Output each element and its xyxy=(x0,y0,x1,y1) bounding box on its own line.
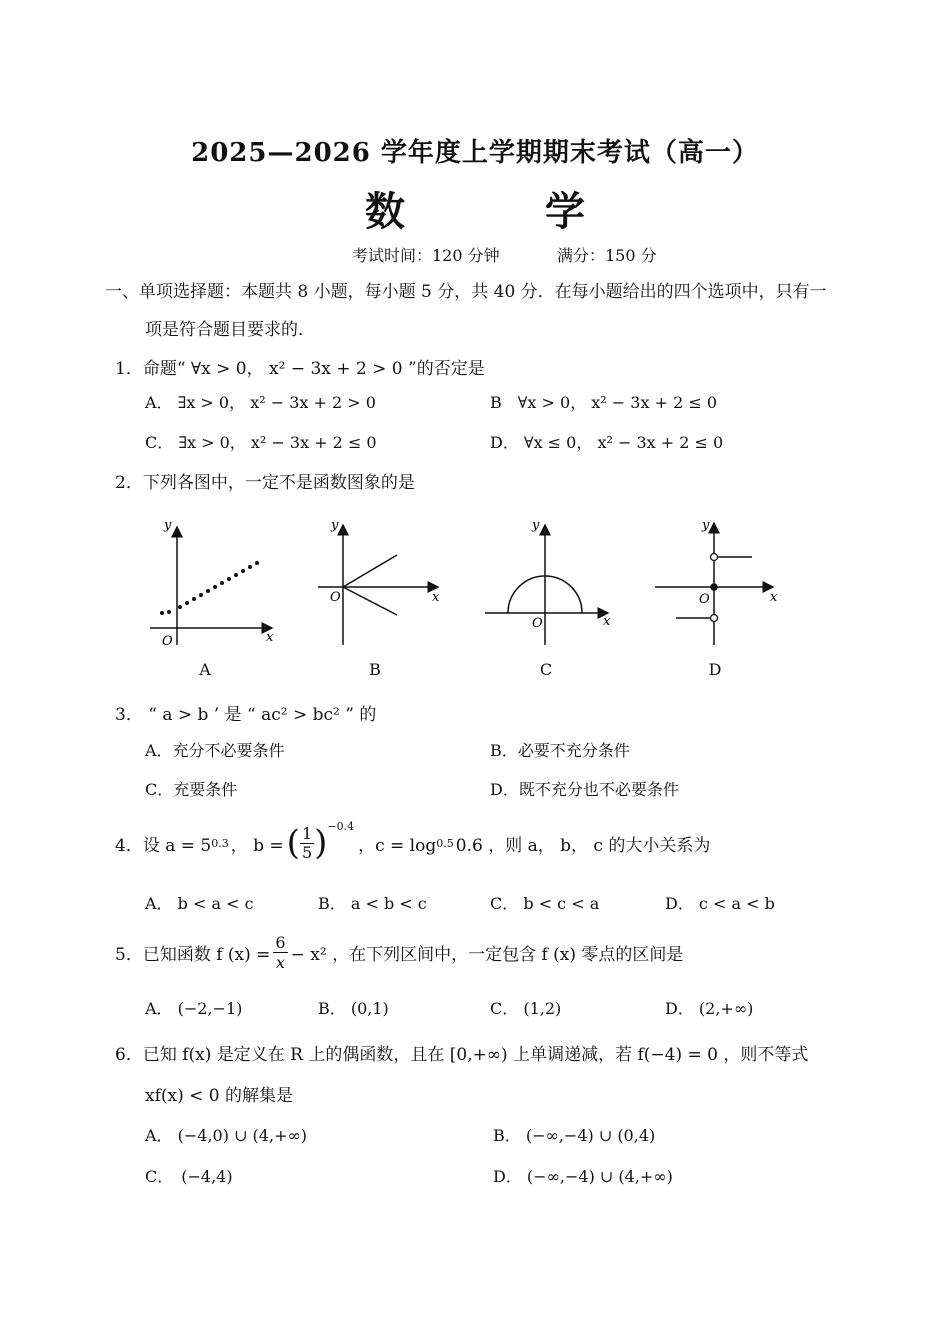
graph-a-dots xyxy=(160,561,259,615)
graph-label-a: A xyxy=(199,660,211,679)
question-1: 1．命题“ ∀x > 0， x² − 3x + 2 > 0 ”的否定是 xyxy=(115,359,485,379)
q3-option-d: D．既不充分也不必要条件 xyxy=(490,780,679,799)
section-heading: 一、单项选择题：本题共 8 小题，每小题 5 分，共 40 分．在每小题给出的四个选项中，只有一 xyxy=(105,282,827,302)
q1-option-b: B ∀x > 0， x² − 3x + 2 ≤ 0 xyxy=(490,393,718,412)
q5-fraction: $\frac{6}{x}$ xyxy=(275,932,286,972)
question-6-cont: xf(x) < 0 的解集是 xyxy=(145,1086,294,1106)
q4-fraction: 1 5 xyxy=(301,823,313,862)
graph-d-y-label: y xyxy=(702,518,710,533)
q5-option-a: A． (−2,−1) xyxy=(145,999,243,1018)
q4-option-c: C． b < c < a xyxy=(490,894,600,913)
graph-a-origin: O xyxy=(162,634,173,649)
q4-option-d: D． c < a < b xyxy=(665,894,775,913)
q3-option-c: C．充要条件 xyxy=(145,780,238,799)
question-2: 2．下列各图中，一定不是函数图象的是 xyxy=(115,473,415,493)
graph-b-origin: O xyxy=(330,590,341,605)
question-3: 3． “ a > b ’ 是 “ ac² > bc² ” 的 xyxy=(115,705,377,725)
exam-time: 考试时间：120 分钟 xyxy=(352,246,500,265)
q3-option-b: B．必要不充分条件 xyxy=(490,741,630,760)
question-5: 5．已知函数 f (x) = $\frac{6}{x}$ − x² ，在下列区间中，一定包含 f (x) 零点的区间是 xyxy=(115,932,684,972)
q1-option-d: D． ∀x ≤ 0， x² − 3x + 2 ≤ 0 xyxy=(490,433,724,452)
graph-a xyxy=(150,518,274,649)
graph-c xyxy=(485,518,611,645)
q5-option-c: C． (1,2) xyxy=(490,999,562,1018)
full-score: 满分：150 分 xyxy=(557,246,657,265)
graph-label-c: C xyxy=(539,660,553,679)
graph-c-origin: O xyxy=(532,616,543,631)
q3-option-a: A．充分不必要条件 xyxy=(145,741,285,760)
q1-option-a: A． ∃x > 0， x² − 3x + 2 > 0 xyxy=(145,393,376,412)
graph-label-b: B xyxy=(369,660,381,679)
graph-b-x-label: x xyxy=(432,590,440,605)
section-heading-cont: 项是符合题目要求的． xyxy=(145,320,315,340)
graph-c-x-label: x xyxy=(603,614,611,629)
q6-option-b: B． (−∞,−4) ∪ (0,4) xyxy=(493,1126,656,1145)
graph-c-y-label: y xyxy=(532,518,540,533)
q1-option-c: C． ∃x > 0， x² − 3x + 2 ≤ 0 xyxy=(145,433,377,452)
graph-d-origin: O xyxy=(699,592,710,607)
q5-option-b: B． (0,1) xyxy=(318,999,389,1018)
graph-d-x-label: x xyxy=(770,590,778,605)
question-4: 4．设 a = 5 0.3 ， b = ( 1 5 ) $^{-0.4}$ ，c = log 0.5 0.6 ，则 a， b， c 的大小关系为 xyxy=(115,820,711,863)
graph-a-y-label: y xyxy=(164,518,172,533)
q6-option-a: A． (−4,0) ∪ (4,+∞) xyxy=(145,1126,308,1145)
graph-a-x-label: x xyxy=(266,630,274,645)
graph-label-d: D xyxy=(708,660,722,679)
q4-option-a: A． b < a < c xyxy=(145,894,254,913)
q6-option-c: C． (−4,4) xyxy=(145,1167,233,1186)
q2-graphs xyxy=(140,515,800,655)
q6-option-d: D． (−∞,−4) ∪ (4,+∞) xyxy=(493,1167,673,1186)
graph-b xyxy=(318,518,440,645)
question-6: 6．已知 f(x) 是定义在 R 上的偶函数，且在 [0,+∞) 上单调递减，若 f(−4) = 0 ，则不等式 xyxy=(115,1045,809,1065)
q5-option-d: D． (2,+∞) xyxy=(665,999,754,1018)
graph-d xyxy=(655,518,778,645)
subject-title: 数 学 xyxy=(365,188,635,235)
graph-b-y-label: y xyxy=(331,518,339,533)
q4-option-b: B． a < b < c xyxy=(318,894,427,913)
exam-title: 2025—2026 学年度上学期期末考试（高一） xyxy=(191,138,759,168)
